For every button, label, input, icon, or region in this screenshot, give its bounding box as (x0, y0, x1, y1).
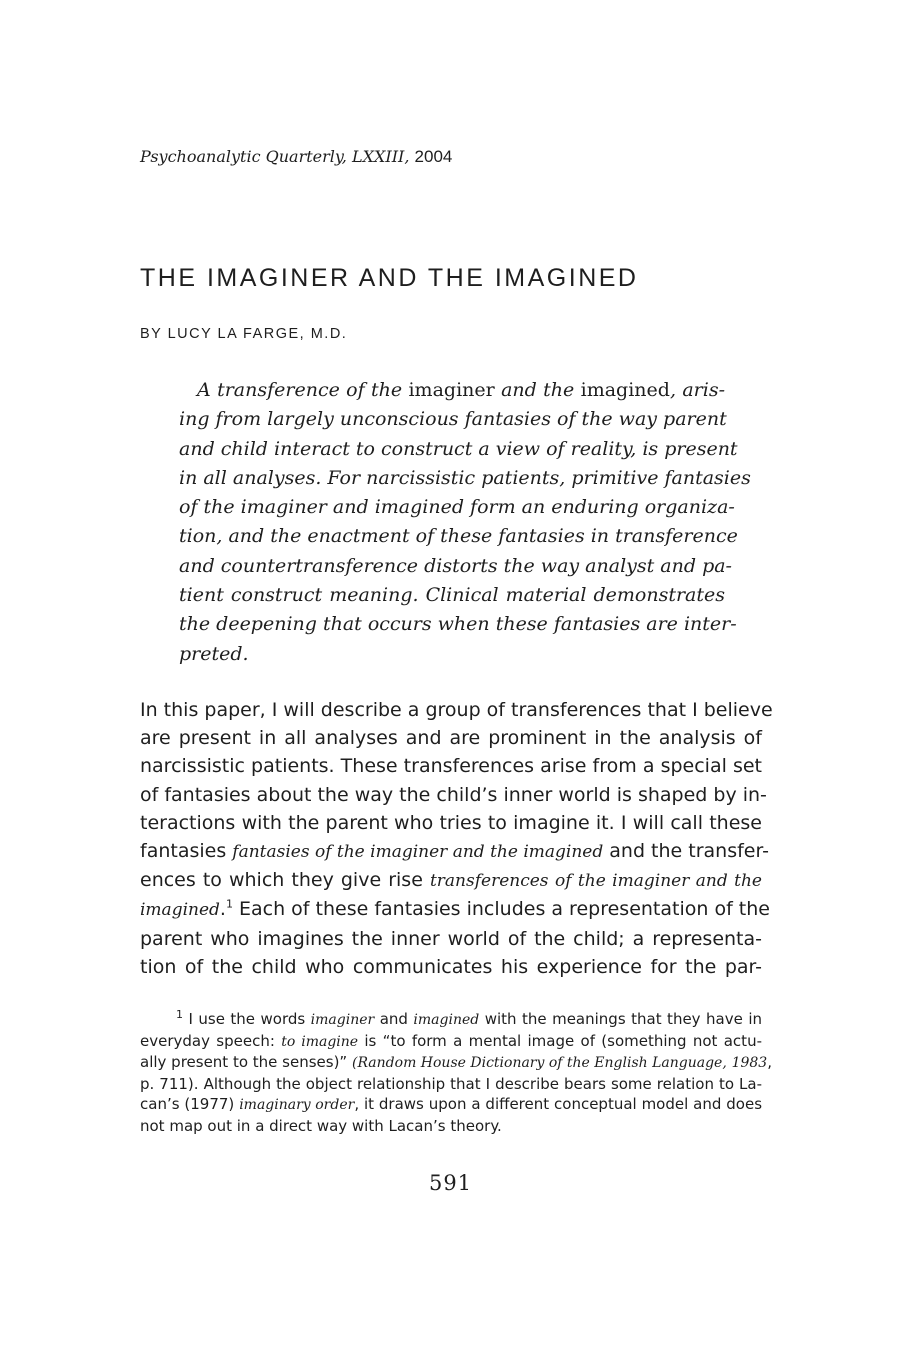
abstract-line: preted. (179, 642, 249, 665)
body-line: of fantasies about the way the child’s inner world is shaped by in- (140, 783, 767, 806)
abstract-line: the deepening that occurs when these fantasies are inter- (179, 613, 737, 636)
abstract-line: and countertransference distorts the way analyst and pa- (179, 554, 732, 577)
body-line: In this paper, I will describe a group of transferences that I believe (140, 699, 773, 721)
abstract (179, 376, 751, 669)
journal-citation (140, 147, 452, 167)
body-line: ences to which they give rise transferences of the imaginer and the (140, 869, 762, 892)
journal-name: Psychoanalytic Quarterly, LXXIII, (140, 147, 410, 166)
body-line: teractions with the parent who tries to imagine it. I will call these (140, 811, 762, 834)
body-text (140, 696, 773, 981)
journal-year: 2004 (414, 147, 453, 166)
footnote-line: not map out in a direct way with Lacan’s theory. (140, 1116, 502, 1135)
footnote-line: $^1$ I use the words imaginer and imagined with the meanings that they have in (176, 1008, 762, 1028)
body-line: fantasies fantasies of the imaginer and the imagined and the transfer- (140, 840, 769, 863)
footnote-line: everyday speech: to imagine is “to form a mental image of (something not actu- (140, 1031, 762, 1050)
footnote-line: ally present to the senses)” (Random House Dictionary of the English Language, 1983, (140, 1053, 772, 1072)
abstract-line: ing from largely unconscious fantasies of the way parent (179, 408, 727, 431)
abstract-line: tion, and the enactment of these fantasies in transference (179, 525, 738, 548)
footnote-number: 1 (176, 1008, 183, 1021)
author-byline: BY LUCY LA FARGE, M.D. (140, 326, 348, 342)
body-line: tion of the child who communicates his experience for the par- (140, 955, 762, 978)
body-line: narcissistic patients. These transferences arise from a special set (140, 755, 762, 778)
abstract-line: and child interact to construct a view of reality, is present (179, 437, 738, 460)
body-line: imagined.$^1$ Each of these fantasies includes a representation of the (140, 898, 770, 921)
body-line: parent who imagines the inner world of the child; a representa- (140, 927, 762, 950)
body-line: are present in all analyses and are prominent in the analysis of (140, 727, 762, 750)
footnote-marker: 1 (225, 898, 233, 912)
abstract-line: A transference of the imaginer and the imagined, aris- (197, 379, 725, 401)
abstract-line: in all analyses. For narcissistic patients, primitive fantasies (179, 466, 751, 489)
footnote (140, 1008, 772, 1137)
article-title: THE IMAGINER AND THE IMAGINED (140, 264, 639, 292)
abstract-line: of the imaginer and imagined form an enduring organiza- (179, 496, 735, 519)
page-number: 591 (428, 1171, 473, 1195)
abstract-line: tient construct meaning. Clinical material demonstrates (179, 584, 725, 607)
footnote-line: can’s (1977) imaginary order, it draws upon a different conceptual model and does (140, 1095, 763, 1114)
footnote-line: p. 711). Although the object relationship that I describe bears some relation to La- (140, 1074, 762, 1093)
